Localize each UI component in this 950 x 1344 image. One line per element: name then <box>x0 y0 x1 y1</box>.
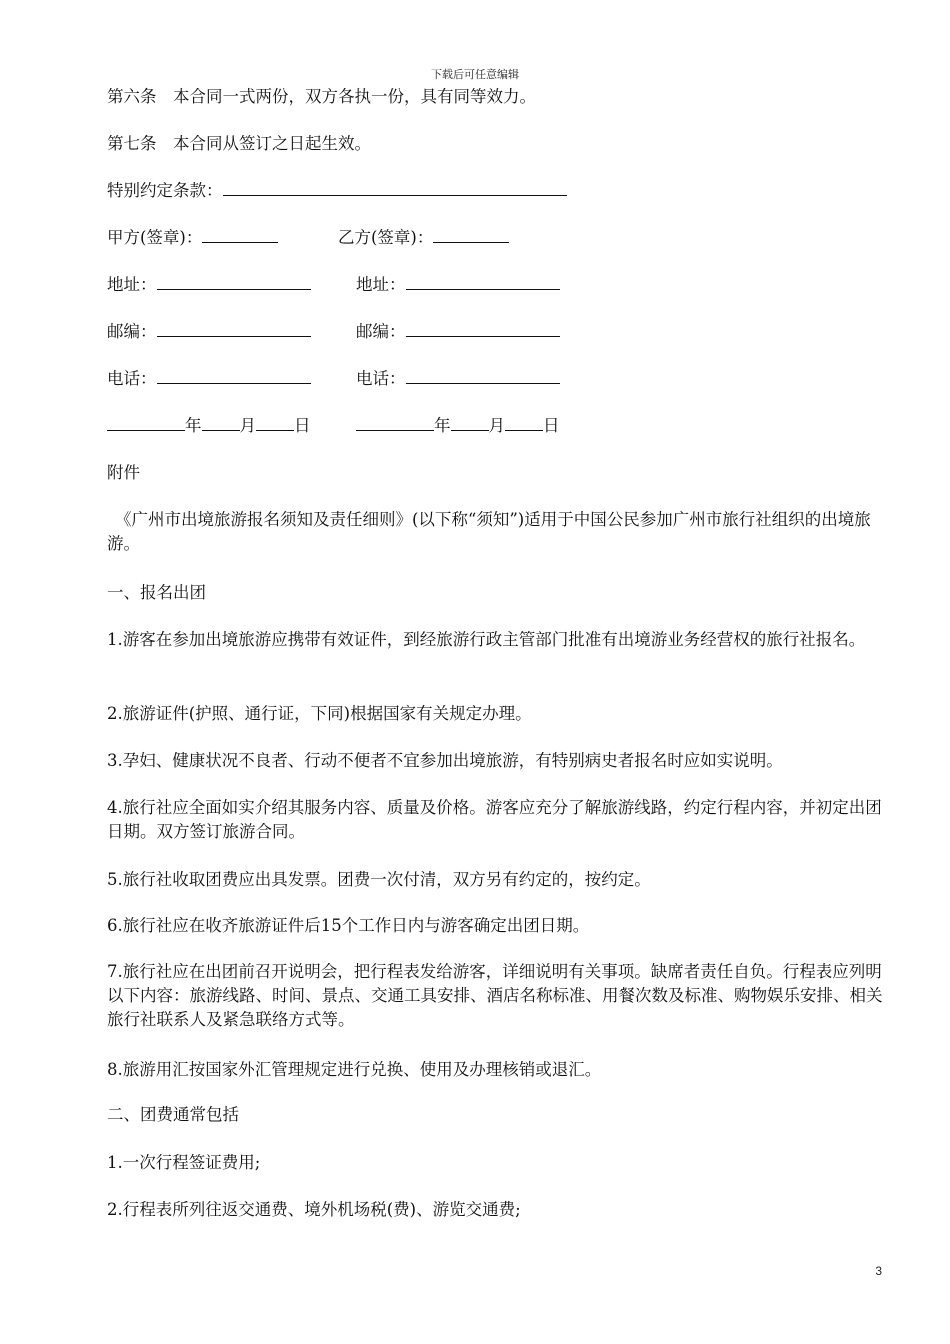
address-b-blank <box>406 274 560 290</box>
year-b-blank <box>356 415 434 431</box>
phone-a-label: 电话： <box>107 369 157 388</box>
attachment-intro: 《广州市出境旅游报名须知及责任细则》(以下称“须知”)适用于中国公民参加广州市旅行社组织的出境旅游。 <box>107 510 871 553</box>
postcode-b-row <box>356 321 560 343</box>
section-2-title: 二、团费通常包括 <box>107 1105 239 1124</box>
address-b-row <box>356 274 560 296</box>
postcode-a-row <box>107 321 311 343</box>
section-1-item-6: 6.旅行社应在收齐旅游证件后15个工作日内与游客确定出团日期。 <box>107 916 590 935</box>
year-b-label: 年 <box>434 416 451 435</box>
day-b-blank <box>505 415 543 431</box>
section-2-item-1: 1.一次行程签证费用; <box>107 1153 261 1172</box>
section-1-item-1: 1.游客在参加出境旅游应携带有效证件，到经旅游行政主管部门批准有出境游业务经营权的旅行社报名。 <box>107 630 866 649</box>
article-7: 第七条 本合同从签订之日起生效。 <box>107 134 371 153</box>
address-a-label: 地址： <box>107 275 157 294</box>
month-a-blank <box>202 415 240 431</box>
section-1-item-8: 8.旅游用汇按国家外汇管理规定进行兑换、使用及办理核销或退汇。 <box>107 1060 602 1079</box>
section-1-item-4: 4.旅行社应全面如实介绍其服务内容、质量及价格。游客应充分了解旅游线路，约定行程内容，并初定出团日期。双方签订旅游合同。 <box>107 798 882 841</box>
month-a-label: 月 <box>239 416 256 435</box>
special-terms-label: 特别约定条款： <box>107 181 223 200</box>
special-terms-row <box>107 180 567 202</box>
header-note: 下载后可任意编辑 <box>431 68 519 81</box>
day-a-blank <box>256 415 294 431</box>
party-a-row <box>107 227 278 249</box>
phone-a-blank <box>157 368 311 384</box>
section-1-title: 一、报名出团 <box>107 583 206 602</box>
special-terms-blank <box>223 180 567 196</box>
page-number: 3 <box>875 1264 882 1278</box>
party-a-label: 甲方(签章)： <box>107 228 203 247</box>
party-b-row <box>338 227 509 249</box>
phone-a-row <box>107 368 311 390</box>
postcode-b-label: 邮编： <box>356 322 406 341</box>
month-b-label: 月 <box>488 416 505 435</box>
section-2-item-2: 2.行程表所列往返交通费、境外机场税(费)、游览交通费; <box>107 1200 521 1219</box>
phone-b-blank <box>406 368 560 384</box>
section-1-item-5: 5.旅行社收取团费应出具发票。团费一次付清，双方另有约定的，按约定。 <box>107 870 651 889</box>
section-1-item-2: 2.旅游证件(护照、通行证，下同)根据国家有关规定办理。 <box>107 704 532 723</box>
address-a-row <box>107 274 311 296</box>
party-b-blank <box>433 227 509 243</box>
day-a-label: 日 <box>294 416 311 435</box>
month-b-blank <box>451 415 489 431</box>
postcode-a-blank <box>157 321 311 337</box>
postcode-b-blank <box>406 321 560 337</box>
article-6: 第六条 本合同一式两份，双方各执一份，具有同等效力。 <box>107 87 536 106</box>
phone-b-label: 电话： <box>356 369 406 388</box>
address-b-label: 地址： <box>356 275 406 294</box>
date-b-row <box>356 415 560 437</box>
party-b-label: 乙方(签章)： <box>338 228 434 247</box>
day-b-label: 日 <box>543 416 560 435</box>
section-1-item-3: 3.孕妇、健康状况不良者、行动不便者不宜参加出境旅游，有特别病史者报名时应如实说明。 <box>107 751 783 770</box>
year-a-blank <box>107 415 185 431</box>
attachment-title: 附件 <box>107 463 140 482</box>
phone-b-row <box>356 368 560 390</box>
address-a-blank <box>157 274 311 290</box>
postcode-a-label: 邮编： <box>107 322 157 341</box>
date-a-row <box>107 415 311 437</box>
section-1-item-7: 7.旅行社应在出团前召开说明会，把行程表发给游客，详细说明有关事项。缺席者责任自负。行程表应列明以下内容：旅游线路、时间、景点、交通工具安排、酒店名称标准、用餐次数及标准、购物娱乐安排、相关旅行社联系人及紧急联络方式等。 <box>107 962 883 1029</box>
party-a-blank <box>202 227 278 243</box>
year-a-label: 年 <box>185 416 202 435</box>
